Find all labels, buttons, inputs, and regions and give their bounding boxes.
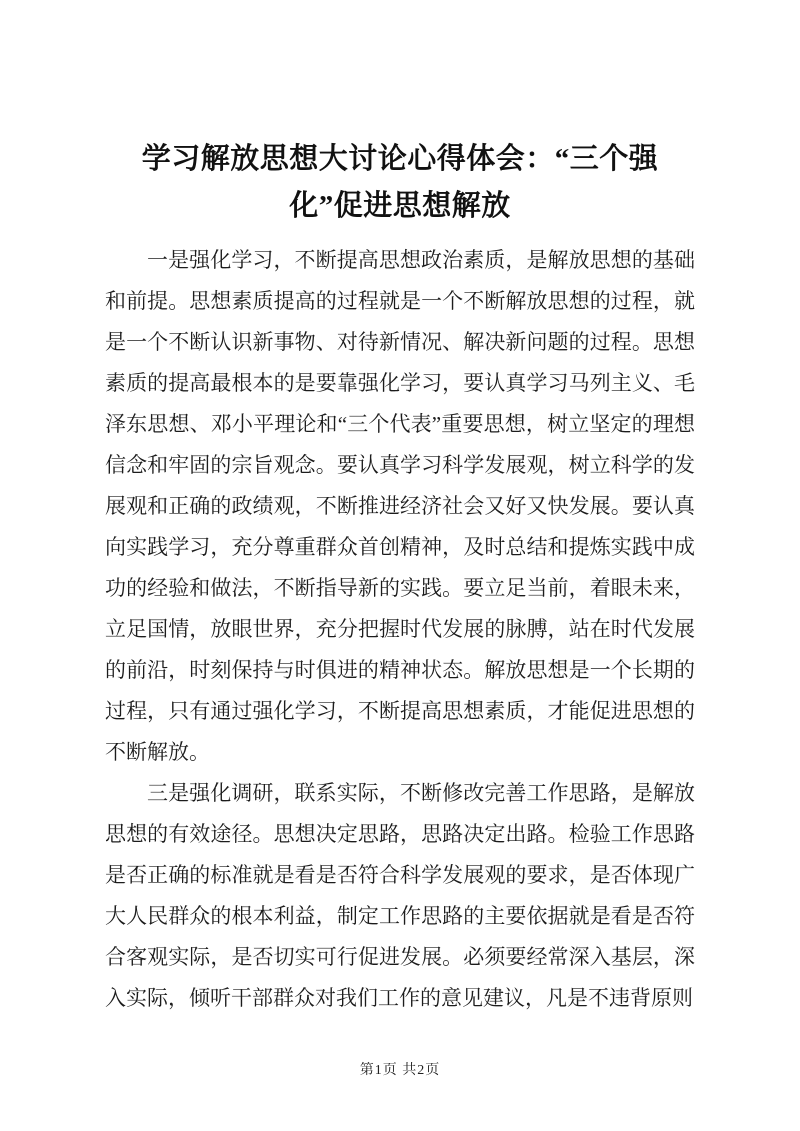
- page-footer: [0, 1059, 800, 1079]
- paragraph: 三是强化调研，联系实际，不断修改完善工作思路，是解放思想的有效途径。思想决定思路，思路决定出路。检验工作思路是否正确的标准就是看是否符合科学发展观的要求，是否体现广大人民群众的根本利益，制定工作思路的主要依据就是看是否符合客观实际，是否切实可行促进发展。必须要经常深入基层，深入实际，倾听干部群众对我们工作的意见建议，凡是不违背原则: [105, 780, 695, 1010]
- page-number-text: 第1页 共2页: [359, 1063, 441, 1078]
- document-title: 学习解放思想大讨论心得体会：“三个强化”促进思想解放: [141, 143, 659, 222]
- paragraph: 一是强化学习，不断提高思想政治素质，是解放思想的基础和前提。思想素质提高的过程就是一个不断解放思想的过程，就是一个不断认识新事物、对待新情况、解决新问题的过程。思想素质的提高最根本的是要靠强化学习，要认真学习马列主义、毛泽东思想、邓小平理论和“三个代表”重要思想，树立坚定的理想信念和牢固的宗旨观念。要认真学习科学发展观，树立科学的发展观和正确的政绩观，不断推进经济社会又好又快发展。要认真向实践学习，充分尊重群众首创精神，及时总结和提炼实践中成功的经验和做法，不断指导新的实践。要立足当前，着眼未来，立足国情，放眼世界，充分把握时代发展的脉膊，站在时代发展的前沿，时刻保持与时俱进的精神状态。解放思想是一个长期的过程，只有通过强化学习，不断提高思想素质，才能促进思想的不断解放。: [105, 247, 695, 764]
- document-body: [105, 240, 695, 1019]
